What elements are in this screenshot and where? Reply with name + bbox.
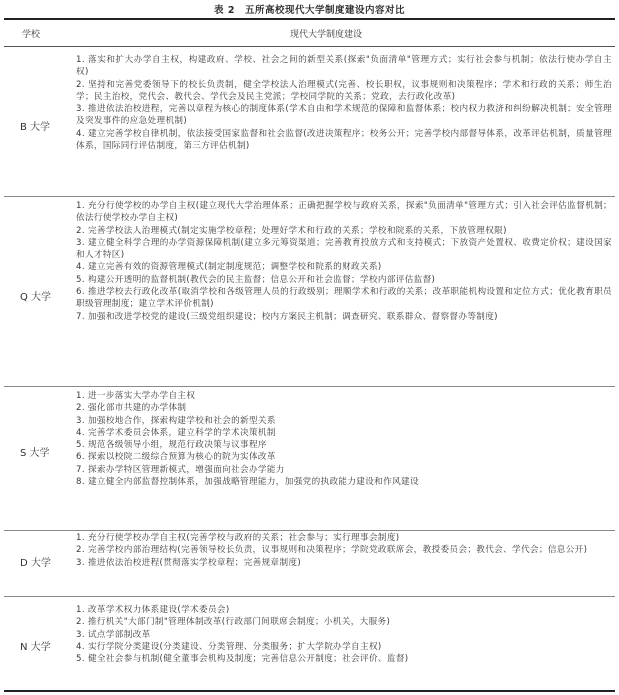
- column-header-school: 学校: [22, 30, 41, 40]
- list-item: 1. 进一步落实大学办学自主权: [76, 391, 196, 401]
- table-bottom-rule: [4, 690, 615, 692]
- content-list-b: [76, 54, 612, 152]
- list-item: 5. 规范各级领导小组，规范行政决策与议事程序: [76, 440, 267, 451]
- list-item: 1. 落实和扩大办学自主权，构建政府、学校、社会之间的新型关系(探索"负面清单"管理方式；实行社会参与机制；依法行使办学自主权): [76, 55, 612, 78]
- content-list-q: [76, 200, 612, 323]
- school-name-b: B 大学: [20, 122, 51, 133]
- list-item: 7. 加强和改进学校党的建设(三级党组织建设；校内方案民主机制；调查研究、联系群众、督察督办等制度): [76, 311, 498, 322]
- list-item: 2. 完善学校法人治理模式(制定实施学校章程；处理好学术和行政的关系；学校和院系的关系，下放管理权限): [76, 225, 507, 236]
- row-divider: [4, 386, 615, 387]
- row-divider: [4, 596, 615, 597]
- school-name-s: S 大学: [20, 448, 50, 459]
- list-item: 2. 强化部市共建的办学体制: [76, 403, 187, 414]
- list-item: 6. 推进学校去行政化改革(取消学校和各级管理人员的行政级别；理顺学术和行政的关系；改革职能机构设置和定位方式；优化教育职员职级管理制度；建立学术评价机制): [76, 287, 612, 310]
- list-item: 3. 推进依法治校进程(贯彻落实学校章程；完善规章制度): [76, 557, 302, 568]
- list-item: 2. 完善学校内部治理结构(完善领导校长负责，议事规则和决策程序；学院党政联席会，教授委员会；教代会、学代会；信息公开): [76, 545, 588, 556]
- list-item: 4. 实行学院分类建设(分类建设、分类管理、分类服务；扩大学院办学自主权): [76, 641, 382, 652]
- list-item: 3. 建立健全科学合理的办学资源保障机制(建立多元筹资渠道；完善教育投放方式和支持模式；下放资产处置权、收费定价权；建设国家和人才特区): [76, 237, 612, 261]
- content-list-d: [76, 532, 612, 569]
- list-item: 4. 建立完善有效的资源管理模式(制定制度规范；调整学校和院系的财政关系): [76, 262, 382, 273]
- school-name-d: D 大学: [20, 558, 51, 569]
- list-item: 4. 建立完善学校自律机制，依法接受国家监督和社会监督(改进决策程序；校务公开；完善学校内部督导体系，改革评估机制，质量管理体系，国际同行评估制度，第三方评估机制): [76, 128, 612, 152]
- list-item: 3. 加强校地合作，探索构建学校和社会的新型关系: [76, 415, 276, 426]
- column-header-content: 现代大学制度建设: [290, 30, 363, 40]
- table-header-rule: [4, 46, 615, 47]
- list-item: 4. 完善学术委员会体系，建立科学的学术决策机制: [76, 427, 276, 438]
- list-item: 7. 探索办学特区管理新模式，增强面向社会办学能力: [76, 464, 285, 475]
- list-item: 8. 建立健全内部监督控制体系，加强战略管理能力，加强党的执政能力建设和作风建设: [76, 477, 419, 488]
- list-item: 5. 构建公开透明的监督机制(教代会的民主监督；信息公开和社会监督；学校内部评估监督): [76, 274, 436, 285]
- list-item: 1. 充分行使学校的办学自主权(建立现代大学治理体系；正确把握学校与政府关系，探索"负面清单"管理方式；引入社会评估监督机制；依法行使学校办学自主权): [76, 201, 612, 224]
- table-top-rule: [4, 18, 615, 20]
- list-item: 2. 推行机关"大部门制"管理体制改革(行政部门间联席会制度；小机关，大服务): [76, 617, 391, 628]
- school-name-q: Q 大学: [20, 292, 52, 303]
- content-list-s: [76, 390, 612, 488]
- list-item: 5. 健全社会参与机制(健全董事会机构及制度；完善信息公开制度；社会评价、监督): [76, 654, 409, 665]
- list-item: 3. 推进依法治校进程，完善以章程为核心的制度体系(学术自由和学术规范的保障和监督体系；校内权力救济和纠纷解决机制；安全管理及突发事件的应急处理机制): [76, 104, 612, 127]
- table-caption: 表 2 五所高校现代大学制度建设内容对比: [214, 5, 405, 16]
- list-item: 3. 试点学部制改革: [76, 629, 151, 640]
- content-list-n: [76, 604, 612, 665]
- school-name-n: N 大学: [20, 642, 51, 653]
- list-item: 6. 探索以校院二级综合预算为核心的院为实体改革: [76, 452, 276, 463]
- row-divider: [4, 530, 615, 531]
- row-divider: [4, 196, 615, 197]
- list-item: 1. 充分行使学校办学自主权(完善学校与政府的关系；社会参与；实行理事会制度): [76, 533, 400, 543]
- list-item: 1. 改革学术权力体系建设(学术委员会): [76, 605, 230, 615]
- list-item: 2. 坚持和完善党委领导下的校长负责制，健全学校法人治理模式(完善、校长职权，议事规则和决策程序；学术和行政的关系；师生治学；民主治校，党代会、教代会、学代会及民主党派；学校同学院的关系；党政，去行政化改革): [76, 79, 612, 102]
